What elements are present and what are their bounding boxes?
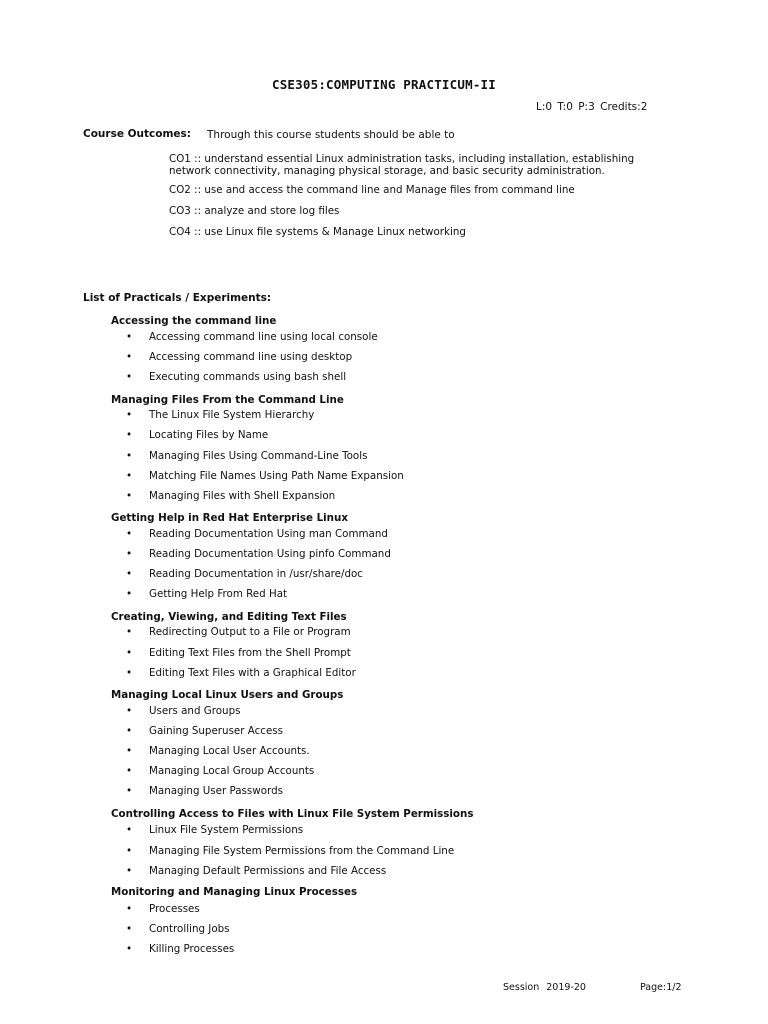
course-outcome-co3: CO3 :: analyze and store log files (169, 205, 340, 217)
section-title: Managing Local Linux Users and Groups (111, 689, 344, 701)
section-title: Getting Help in Red Hat Enterprise Linux (111, 512, 348, 524)
course-outcome-co2: CO2 :: use and access the command line and Manage files from command line (169, 184, 575, 196)
list-item-label: Managing File System Permissions from the Command Line (149, 845, 455, 857)
list-item-label: Accessing command line using desktop (149, 351, 353, 363)
bullet-icon: • (126, 865, 133, 877)
bullet-icon: • (126, 371, 133, 383)
bullet-icon: • (126, 745, 133, 757)
list-item (126, 548, 391, 560)
list-item-label: Users and Groups (149, 705, 241, 717)
bullet-icon: • (126, 568, 133, 580)
list-item (126, 470, 404, 482)
list-item (126, 588, 287, 600)
list-item (126, 626, 351, 638)
list-item (126, 528, 388, 540)
list-item-label: Managing User Passwords (149, 785, 283, 797)
list-item (126, 647, 351, 659)
bullet-icon: • (126, 667, 133, 679)
list-item (126, 745, 310, 757)
list-item-label: Managing Local User Accounts. (149, 745, 310, 757)
bullet-icon: • (126, 548, 133, 560)
bullet-icon: • (126, 429, 133, 441)
list-item-label: Reading Documentation Using pinfo Command (149, 548, 391, 560)
list-item (126, 903, 200, 915)
bullet-icon: • (126, 845, 133, 857)
list-item-label: Editing Text Files with a Graphical Editor (149, 667, 356, 679)
list-item (126, 824, 303, 836)
bullet-icon: • (126, 528, 133, 540)
list-item-label: Managing Local Group Accounts (149, 765, 315, 777)
list-item (126, 923, 230, 935)
list-item (126, 705, 240, 717)
list-item-label: Reading Documentation Using man Command (149, 528, 388, 540)
list-item (126, 568, 363, 580)
list-item (126, 371, 346, 383)
list-item-label: Editing Text Files from the Shell Prompt (149, 647, 351, 659)
list-item (126, 351, 352, 363)
bullet-icon: • (126, 470, 133, 482)
list-item (126, 450, 367, 462)
list-item (126, 785, 283, 797)
bullet-icon: • (126, 705, 133, 717)
list-item (126, 490, 335, 502)
list-item (126, 429, 268, 441)
section-title: Accessing the command line (111, 315, 277, 327)
list-item-label: Managing Default Permissions and File Access (149, 865, 387, 877)
list-item (126, 845, 454, 857)
list-item-label: Managing Files Using Command-Line Tools (149, 450, 368, 462)
credits-line: L:0 T:0 P:3 Credits:2 (536, 101, 648, 113)
list-item (126, 765, 314, 777)
list-item-label: Accessing command line using local console (149, 331, 378, 343)
course-outcome-co1: CO1 :: understand essential Linux administration tasks, including installation, establishing network connectivity, managing physical storage, and basic security administration. (169, 153, 635, 177)
list-item-label: Linux File System Permissions (149, 824, 304, 836)
section-title: Monitoring and Managing Linux Processes (111, 886, 358, 898)
list-item-label: Locating Files by Name (149, 429, 269, 441)
list-item-label: Redirecting Output to a File or Program (149, 626, 351, 638)
list-item-label: Managing Files with Shell Expansion (149, 490, 336, 502)
list-item (126, 409, 314, 421)
course-outcomes-label: Course Outcomes: (83, 128, 191, 140)
list-item-label: Reading Documentation in /usr/share/doc (149, 568, 363, 580)
list-item-label: Matching File Names Using Path Name Expansion (149, 470, 404, 482)
list-item-label: Getting Help From Red Hat (149, 588, 288, 600)
course-outcomes-intro: Through this course students should be able to (207, 129, 455, 141)
bullet-icon: • (126, 647, 133, 659)
bullet-icon: • (126, 824, 133, 836)
list-item-label: Gaining Superuser Access (149, 725, 284, 737)
list-item-label: Processes (149, 903, 200, 915)
section-title: Managing Files From the Command Line (111, 394, 344, 406)
footer-session: Session 2019-20 (503, 982, 586, 993)
bullet-icon: • (126, 409, 133, 421)
list-item (126, 331, 378, 343)
list-item (126, 667, 356, 679)
list-item (126, 725, 283, 737)
footer-page-number: Page:1/2 (640, 982, 682, 993)
bullet-icon: • (126, 765, 133, 777)
list-item (126, 943, 234, 955)
page-title: CSE305:COMPUTING PRACTICUM-II (271, 77, 497, 92)
list-item-label: Killing Processes (149, 943, 235, 955)
course-outcome-co4: CO4 :: use Linux file systems & Manage Linux networking (169, 226, 466, 238)
section-title: Creating, Viewing, and Editing Text Files (111, 611, 347, 623)
bullet-icon: • (126, 923, 133, 935)
list-item-label: Executing commands using bash shell (149, 371, 347, 383)
bullet-icon: • (126, 943, 133, 955)
bullet-icon: • (126, 331, 133, 343)
bullet-icon: • (126, 626, 133, 638)
bullet-icon: • (126, 903, 133, 915)
bullet-icon: • (126, 785, 133, 797)
bullet-icon: • (126, 351, 133, 363)
list-item (126, 865, 386, 877)
list-item-label: Controlling Jobs (149, 923, 230, 935)
bullet-icon: • (126, 490, 133, 502)
list-item-label: The Linux File System Hierarchy (149, 409, 315, 421)
bullet-icon: • (126, 450, 133, 462)
bullet-icon: • (126, 725, 133, 737)
bullet-icon: • (126, 588, 133, 600)
practicals-heading: List of Practicals / Experiments: (83, 292, 272, 304)
section-title: Controlling Access to Files with Linux File System Permissions (111, 808, 474, 820)
